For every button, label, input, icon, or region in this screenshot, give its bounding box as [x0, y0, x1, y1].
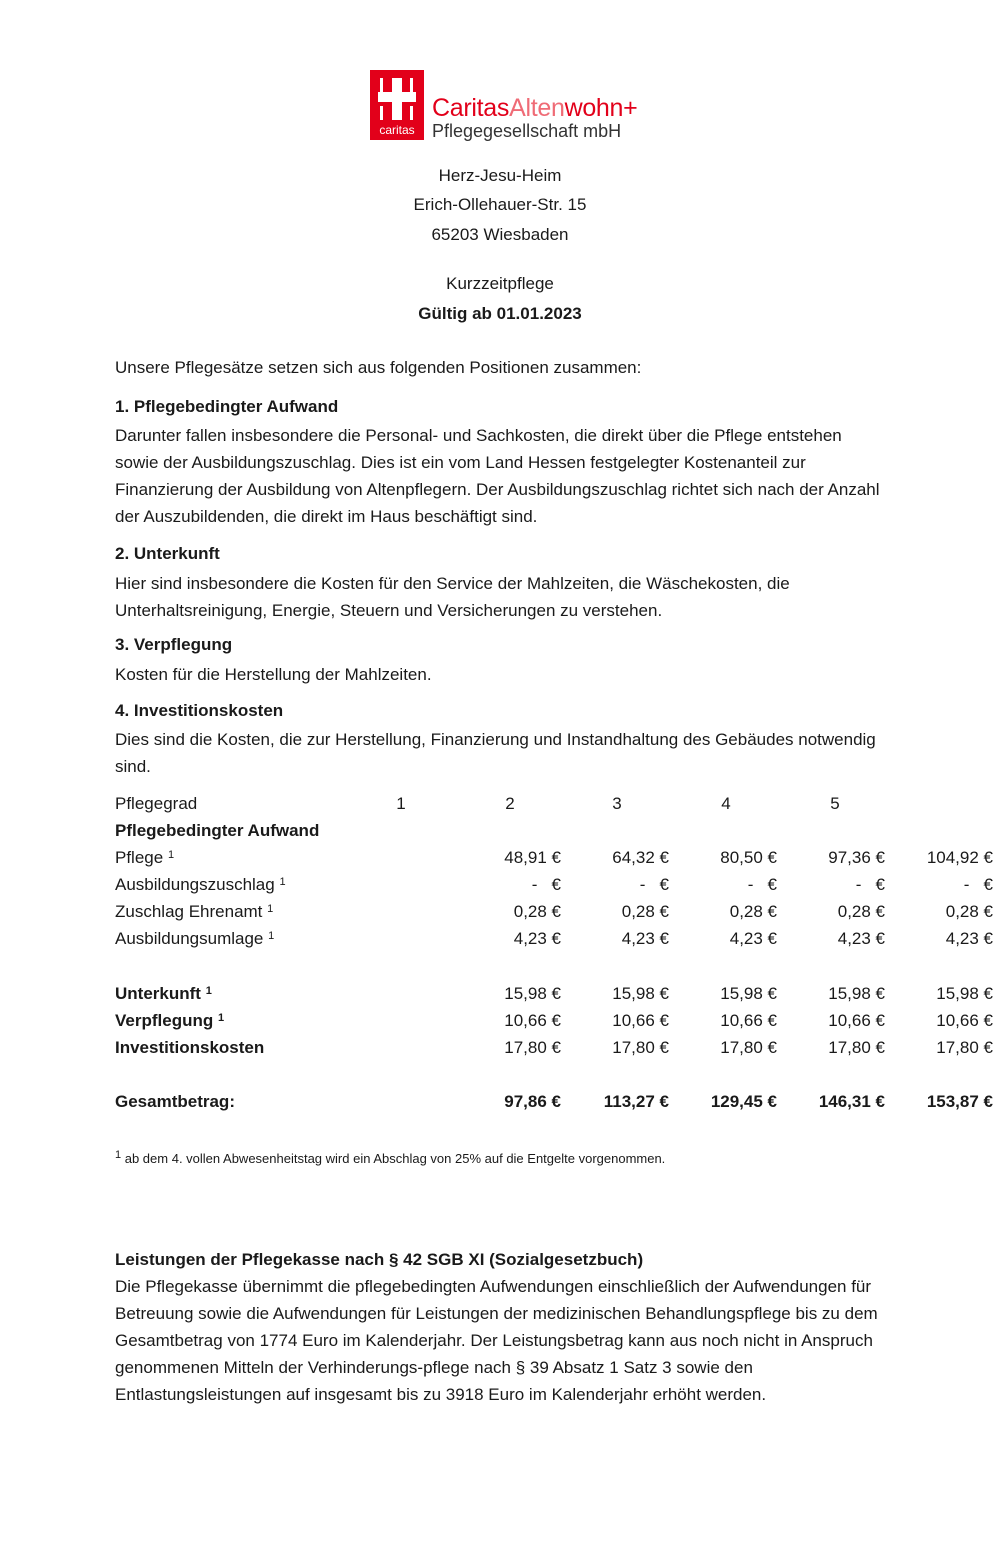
- section-heading-pflege: 1. Pflegebedingter Aufwand: [115, 397, 339, 416]
- table-group-label: Pflegebedingter Aufwand: [115, 821, 320, 840]
- logo-badge-text: caritas: [379, 123, 415, 137]
- section-text: Kosten für die Herstellung der Mahlzeiten.: [115, 665, 432, 684]
- section-heading-unterkunft: 2. Unterkunft: [115, 544, 220, 563]
- table-row: Ausbildungsumlage $^1$ 4,23 € 4,23 € 4,23 € 4,23 € 4,23 €: [115, 929, 993, 948]
- section-text: Hier sind insbesondere die Kosten für den Service der Mahlzeiten, die Wäschekosten, die: [115, 574, 790, 593]
- footnote: $^1$ ab dem 4. vollen Abwesenheitstag wird ein Abschlag von 25% auf die Entgelte vorgenommen.: [115, 1149, 666, 1166]
- table-row: Investitionskosten 17,80 € 17,80 € 17,80 € 17,80 € 17,80 €: [115, 1038, 993, 1057]
- benefits-text: Die Pflegekasse übernimmt die pflegebedingten Aufwendungen einschließlich der Aufwendungen für: [115, 1277, 872, 1296]
- valid-from: Gültig ab 01.01.2023: [418, 304, 582, 323]
- document-type: Kurzzeitpflege: [446, 274, 554, 293]
- table-header: Pflegegrad 1 2 3 4 5: [115, 794, 840, 813]
- benefits-heading: Leistungen der Pflegekasse nach § 42 SGB XI (Sozialgesetzbuch): [115, 1250, 644, 1269]
- facility-name: Herz-Jesu-Heim: [438, 166, 562, 185]
- benefits-text: Entlastungsleistungen auf insgesamt bis zu 3918 Euro im Kalenderjahr erhöht werden.: [115, 1385, 767, 1404]
- table-row: Zuschlag Ehrenamt $^1$ 0,28 € 0,28 € 0,28 € 0,28 € 0,28 €: [115, 902, 993, 921]
- facility-street: Erich-Ollehauer-Str. 15: [413, 195, 587, 214]
- section-text: Darunter fallen insbesondere die Personal- und Sachkosten, die direkt über die Pflege entstehen: [115, 426, 842, 445]
- section-text: der Auszubildenden, die direkt im Haus beschäftigt sind.: [115, 507, 538, 526]
- table-row: Pflege $^1$ 48,91 € 64,32 € 80,50 € 97,36 € 104,92 €: [115, 848, 993, 867]
- section-text: Unterhaltsreinigung, Energie, Steuern und Versicherungen zu verstehen.: [115, 601, 663, 620]
- facility-city: 65203 Wiesbaden: [431, 225, 569, 244]
- logo-name: CaritasAltenwohn+: [432, 94, 638, 122]
- benefits-text: Betreuung sowie die Aufwendungen für Leistungen der medizinischen Behandlungspflege bis zu dem: [115, 1304, 878, 1323]
- table-row: Ausbildungszuschlag $^1$ - € - € - € - € - €: [115, 875, 993, 894]
- section-text: Dies sind die Kosten, die zur Herstellung, Finanzierung und Instandhaltung des Gebäudes notwendig: [115, 730, 876, 749]
- section-text: Finanzierung der Ausbildung von Altenpflegern. Der Ausbildungszuschlag richtet sich nach der Anzahl: [115, 480, 880, 499]
- table-total-row: Gesamtbetrag: 97,86 € 113,27 € 129,45 € 146,31 € 153,87 €: [115, 1092, 993, 1111]
- section-heading-investition: 4. Investitionskosten: [115, 701, 284, 720]
- intro-text: Unsere Pflegesätze setzen sich aus folgenden Positionen zusammen:: [115, 358, 642, 377]
- caritas-cross-badge: [370, 70, 424, 140]
- section-text: sind.: [115, 757, 151, 776]
- table-row: Unterkunft $^1$ 15,98 € 15,98 € 15,98 € 15,98 € 15,98 €: [115, 984, 993, 1003]
- table-row: Verpflegung $^1$ 10,66 € 10,66 € 10,66 € 10,66 € 10,66 €: [115, 1011, 993, 1030]
- section-text: sowie der Ausbildungszuschlag. Dies ist ein vom Land Hessen festgelegter Kostenanteil zur: [115, 453, 806, 472]
- benefits-text: Gesamtbetrag von 1774 Euro im Kalenderjahr. Der Leistungsbetrag kann aus noch nicht in Anspruch: [115, 1331, 873, 1350]
- section-heading-verpflegung: 3. Verpflegung: [115, 635, 233, 654]
- logo-subtitle: Pflegegesellschaft mbH: [432, 121, 622, 141]
- benefits-text: genommenen Mitteln der Verhinderungs-pflege nach § 39 Absatz 1 Satz 3 sowie den: [115, 1358, 753, 1377]
